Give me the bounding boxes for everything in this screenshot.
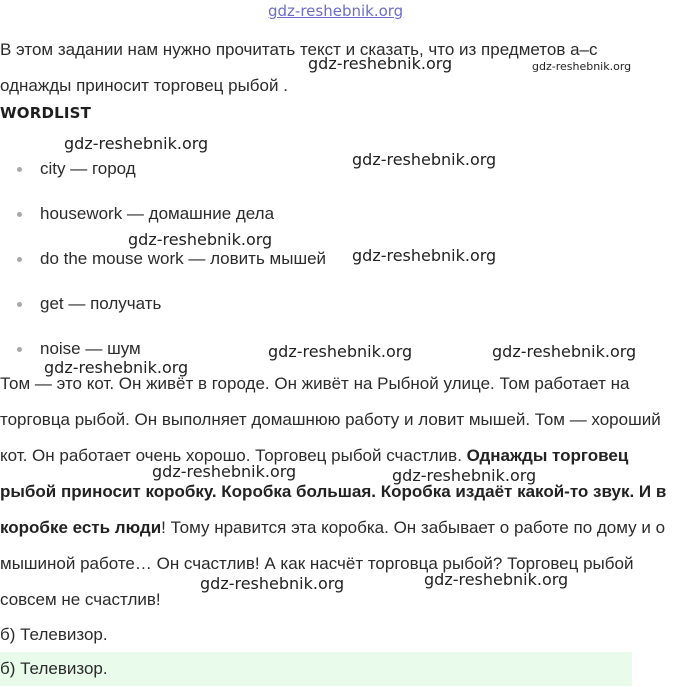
list-item: [0, 285, 326, 330]
wordlist-entry: city — город: [40, 159, 136, 178]
wordlist-entry: housework — домашние дела: [40, 204, 275, 223]
story-text-end: ! Тому нравится эта коробка. Он забывает о работе по дому и о мышиной работе… Он счастлив! А как насчёт торговца рыбой? Торговец рыбой совсем не счастлив!: [0, 518, 666, 609]
watermark: gdz-reshebnik.org: [492, 342, 637, 361]
bullet-icon: [17, 302, 22, 307]
bullet-icon: [17, 347, 22, 352]
watermark: gdz-reshebnik.org: [308, 54, 453, 73]
answer-highlighted: б) Телевизор.: [0, 652, 632, 686]
watermark: gdz-reshebnik.org: [424, 570, 569, 589]
wordlist-entry: do the mouse work — ловить мышей: [40, 249, 327, 268]
watermark: gdz-reshebnik.org: [392, 466, 537, 485]
story-text: Том — это кот. Он живёт в городе. Он живёт на Рыбной улице. Том работает на торговца рыбой. Он выполняет домашнюю работу и ловит мышей. Том — хороший кот. Он работает очень хорошо. Торговец рыбой счастлив.: [0, 374, 661, 465]
watermark: gdz-reshebnik.org: [44, 358, 189, 377]
bullet-icon: [17, 257, 22, 262]
watermark: gdz-reshebnik.org: [352, 150, 497, 169]
answer-text: б) Телевизор.: [0, 625, 108, 644]
watermark: gdz-reshebnik.org: [128, 230, 273, 249]
wordlist-heading: WORDLIST: [0, 104, 92, 122]
bullet-icon: [17, 212, 22, 217]
wordlist-entry: noise — шум: [40, 339, 141, 358]
wordlist-entry: get — получать: [40, 294, 162, 313]
watermark-link[interactable]: gdz-reshebnik.org: [268, 2, 404, 20]
watermark: gdz-reshebnik.org: [64, 134, 209, 153]
watermark: gdz-reshebnik.org: [532, 60, 632, 73]
watermark: gdz-reshebnik.org: [268, 342, 413, 361]
watermark: gdz-reshebnik.org: [200, 574, 345, 593]
bullet-icon: [17, 167, 22, 172]
intro-paragraph: В этом задании нам нужно прочитать текст и сказать, что из предметов а–с однажды приносит торговец рыбой .: [0, 40, 598, 95]
watermark: gdz-reshebnik.org: [152, 462, 297, 481]
story-bold-text: Однажды торговец рыбой приносит коробку. Коробка большая. Коробка издаёт какой-то звук. И в коробке есть люди: [0, 446, 667, 537]
list-item: [0, 150, 326, 195]
watermark: gdz-reshebnik.org: [352, 246, 497, 265]
